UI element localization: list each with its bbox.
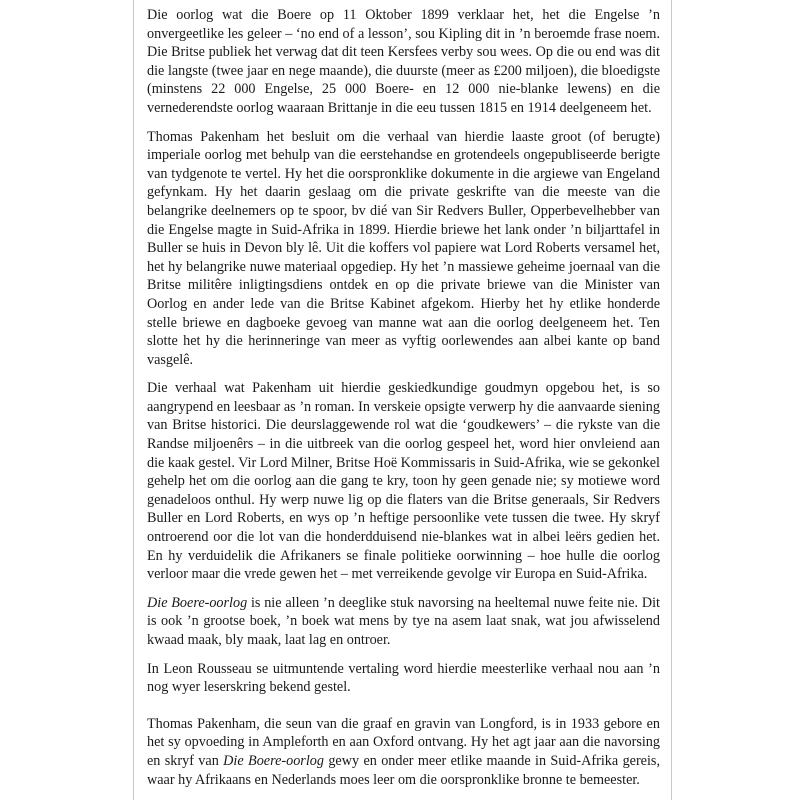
- paragraph-book-praise: [147, 594, 660, 650]
- paragraph-book-praise-text: is nie alleen ’n deeglike stuk navorsing na heeltemal nuwe feite nie. Dit is ook ’n grootse boek, ’n boek wat mens by tye na asem laat snak, wat jou afwisselend kwaad maak, bly maak, laat lag en ontroer.: [147, 594, 660, 648]
- author-bio-part-2: gewy en onder meer etlike maande in Suid-Afrika gereis, waar hy Afrikaans en Nederlands moes leer om die oorspronklike bronne te bemeester.: [147, 752, 660, 788]
- book-title-italic: Die Boere-oorlog: [147, 594, 248, 611]
- paragraph-war-summary: Die oorlog wat die Boere op 11 Oktober 1899 verklaar het, het die Engelse ’n onvergeetlike les geleer – ‘no end of a lesson’, sou Kipling dit in ’n beroemde frase noem. Die Britse publiek het verwag dat dit teen Kersfees verby sou wees. Op die ou end was dit die langste (twee jaar en nege maande), die duurste (meer as £200 miljoen), die bloedigste (minstens 22 000 Engelse, 25 000 Boere- en 12 000 nie-blanke lewens) en die vernederendste oorlog waaraan Brittanje in die eeu tussen 1815 en 1914 deelgeneem het.: [147, 7, 660, 116]
- book-back-cover-page: [130, 0, 672, 800]
- paragraph-author-bio: [147, 715, 660, 789]
- paragraph-narrative: Die verhaal wat Pakenham uit hierdie geskiedkundige goudmyn opgebou het, is so aangrypend en leesbaar as ’n roman. In verskeie opsigte verwerp hy die aanvaarde siening van Britse historici. Die deurslaggewende rol wat die ‘goudkewers’ – die rykste van die Randse miljoenêrs – in die uitbreek van die oorlog gespeel het, word hier onvleiend aan die kaak gestel. Vir Lord Milner, Britse Hoë Kommissaris in Suid-Afrika, wie se gekonkel gehelp het om die oorlog aan die gang te kry, toon hy geen genade nie; sy motiewe word genadeloos onthul. Hy werp nuwe lig op die flaters van die Britse generaals, Sir Redvers Buller en Lord Roberts, en wys op ’n heftige persoonlike vete tussen die twee. Hy skryf ontroerend oor die lot van die honderdduisend nie-blankes wat in albei leërs gedien het. En hy verduidelik die Afrikaners se finale politieke oorwinning – hoe hulle die oorlog verloor maar die vrede gewen het – met verreikende gevolge vir Europa en Suid-Afrika.: [147, 380, 660, 583]
- book-title-italic-2: Die Boere-oorlog: [223, 752, 324, 769]
- paragraph-translation: In Leon Rousseau se uitmuntende vertaling word hierdie meesterlike verhaal nou aan ’n nog wyer leserskring bekend gestel.: [147, 660, 660, 696]
- blurb-text: [147, 6, 660, 799]
- author-bio-part-1: Thomas Pakenham, die seun van die graaf en gravin van Longford, is in 1933 gebore en het sy opvoeding in Ampleforth en aan Oxford ontvang. Hy het agt jaar aan die navorsing en skryf van: [147, 715, 660, 769]
- paragraph-pakenham-research: Thomas Pakenham het besluit om die verhaal van hierdie laaste groot (of berugte) imperiale oorlog met behulp van die eerstehandse en grotendeels ongepubliseerde berigte van tydgenote te vertel. Hy het die oorspronklike dokumente in die argiewe van Engeland gefynkam. Hy het daarin geslaag om die private geskrifte van die meeste van die belangrike deelnemers op te spoor, bv dié van Sir Redvers Buller, Opperbevelhebber van die Engelse magte in Suid-Afrika in 1899. Hierdie briewe het lank onder ’n biljarttafel in Buller se huis in Devon bly lê. Uit die koffers vol papiere wat Lord Roberts versamel het, het hy belangrike nuwe materiaal opgediep. Hy het ’n massiewe geheime joernaal van die Britse militêre inligtingsdiens ontdek en op die private briewe van die Minister van Oorlog en ander lede van die Britse Kabinet afgekom. Hierby het hy etlike honderde stelle briewe en dagboeke gevoeg van manne wat aan die oorlog deelgeneem het. Ten slotte het hy die herinneringe van meer as vyftig oorlewendes aan albei kante op band vasgelê.: [147, 128, 660, 368]
